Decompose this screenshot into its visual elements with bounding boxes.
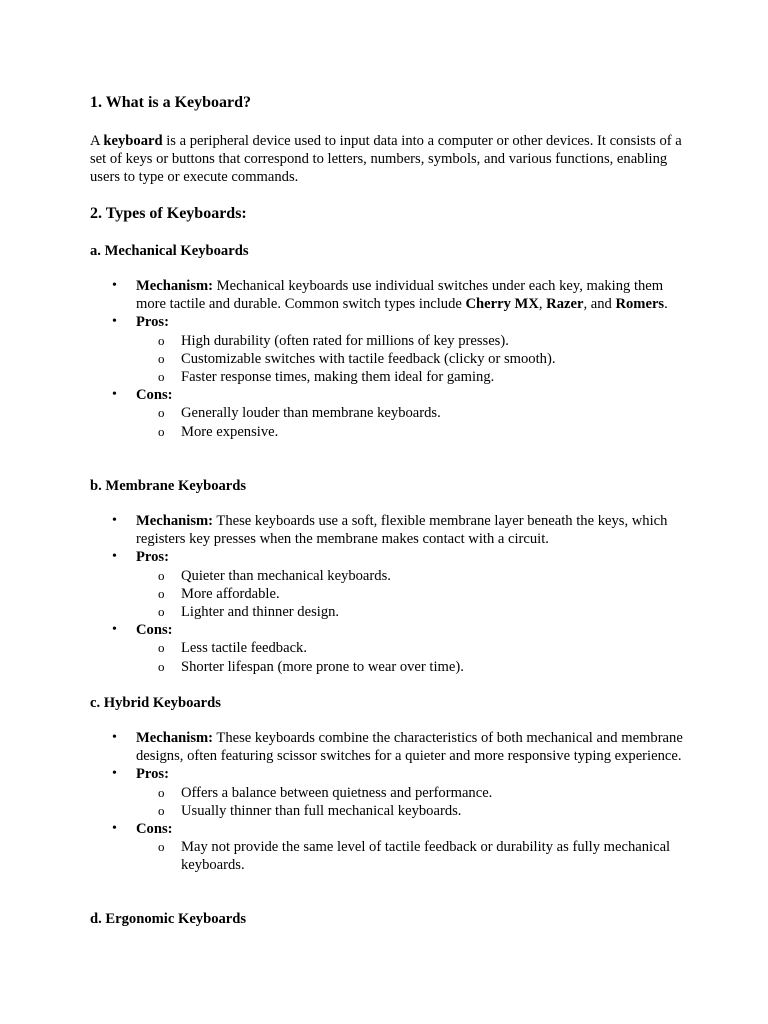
sub-bullet-icon: o: [158, 369, 165, 385]
list-item: o More affordable.: [158, 585, 280, 602]
list-item: • Mechanism: Mechanical keyboards use individual switches under each key, making them more tactile and durable. Common switch types include Cherry MX, Razer, and Romers.: [112, 278, 668, 313]
pros-label: Pros:: [136, 766, 169, 783]
cons-label: Cons:: [136, 622, 173, 639]
sub-bullet-icon: o: [158, 604, 165, 620]
bullet-icon: •: [112, 278, 117, 293]
pros-list: [136, 332, 690, 387]
mechanism-label: Mechanism:: [136, 278, 214, 294]
cons-label: Cons:: [136, 821, 173, 838]
pros-label: Pros:: [136, 314, 169, 331]
pros-list: [136, 567, 690, 622]
sub-bullet-icon: o: [158, 423, 165, 439]
sub-bullet-icon: o: [158, 658, 165, 674]
subheading-ergonomic: d. Ergonomic Keyboards: [90, 911, 247, 927]
list-item: o High durability (often rated for millions of key presses).: [158, 332, 509, 349]
list-item: • Mechanism: These keyboards use a soft, flexible membrane layer beneath the keys, which registers key presses when the membrane makes contact with a circuit.: [112, 513, 668, 548]
cons-list: [136, 838, 690, 874]
list-item: o More expensive.: [158, 423, 279, 440]
cons-list: [136, 639, 690, 675]
list-item: o Usually thinner than full mechanical keyboards.: [158, 802, 462, 819]
cons-list: [136, 404, 690, 440]
bullet-icon: •: [112, 549, 117, 565]
bullet-icon: •: [112, 513, 117, 528]
list-item: o Generally louder than membrane keyboards.: [158, 405, 441, 422]
sub-bullet-icon: o: [158, 802, 165, 818]
keyword-keyboard: keyboard: [103, 133, 163, 149]
bullet-icon: •: [112, 821, 117, 837]
bullet-icon: •: [112, 314, 117, 330]
sub-bullet-icon: o: [158, 839, 165, 855]
cons-label: Cons:: [136, 387, 173, 404]
list-item: [90, 386, 690, 441]
subheading-hybrid: c. Hybrid Keyboards: [90, 695, 221, 711]
section-heading-types: 2. Types of Keyboards:: [90, 205, 247, 222]
list-item: o Customizable switches with tactile feedback (clicky or smooth).: [158, 350, 556, 367]
mechanism-label: Mechanism:: [136, 513, 214, 529]
sub-bullet-icon: o: [158, 405, 165, 421]
hybrid-list: [90, 729, 690, 875]
bullet-icon: •: [112, 622, 117, 638]
pros-label: Pros:: [136, 549, 169, 566]
list-item: o Faster response times, making them ideal for gaming.: [158, 369, 495, 386]
bullet-icon: •: [112, 766, 117, 782]
list-item: [90, 765, 690, 820]
subheading-mechanical: a. Mechanical Keyboards: [90, 243, 249, 259]
list-item: • Mechanism: These keyboards combine the characteristics of both mechanical and membrane designs, often featuring scissor switches for a quieter and more responsive typing experience.: [112, 730, 683, 765]
list-item: [90, 820, 690, 875]
sub-bullet-icon: o: [158, 640, 165, 656]
list-item: [90, 313, 690, 386]
sub-bullet-icon: o: [158, 784, 165, 800]
list-item: o Offers a balance between quietness and performance.: [158, 784, 493, 801]
section-heading-what-is-keyboard: 1. What is a Keyboard?: [90, 94, 252, 111]
list-item: o Shorter lifespan (more prone to wear over time).: [158, 658, 464, 675]
bullet-icon: •: [112, 387, 117, 403]
sub-bullet-icon: o: [158, 585, 165, 601]
mechanical-list: [90, 277, 690, 441]
sub-bullet-icon: o: [158, 350, 165, 366]
list-item: o Less tactile feedback.: [158, 640, 308, 657]
sub-bullet-icon: o: [158, 567, 165, 583]
list-item: o Quieter than mechanical keyboards.: [158, 567, 391, 584]
membrane-list: [90, 512, 690, 676]
pros-list: [136, 784, 690, 820]
sub-bullet-icon: o: [158, 332, 165, 348]
mechanism-label: Mechanism:: [136, 730, 214, 746]
list-item: [90, 621, 690, 676]
list-item: o Lighter and thinner design.: [158, 604, 340, 621]
subheading-membrane: b. Membrane Keyboards: [90, 478, 247, 494]
list-item: [90, 548, 690, 621]
intro-paragraph: A keyboard is a peripheral device used to input data into a computer or other devices. It consists of a set of keys or buttons that correspond to letters, numbers, symbols, and various functions, enabling users to type or execute commands.: [90, 133, 682, 186]
list-item: o May not provide the same level of tactile feedback or durability as fully mechanical keyboards.: [158, 839, 671, 874]
bullet-icon: •: [112, 730, 117, 745]
